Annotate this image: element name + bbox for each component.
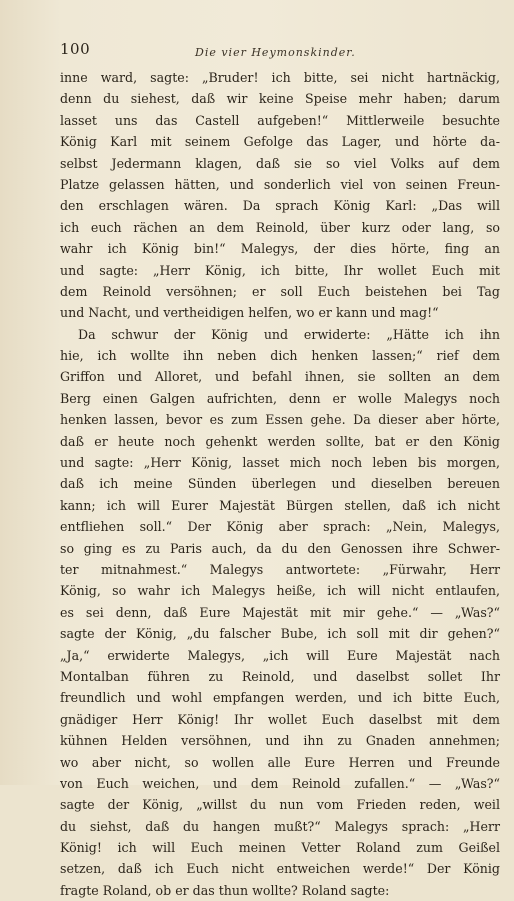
text-line: Berg einen Galgen aufrichten, denn er wolle Malegys noch	[60, 390, 500, 406]
text-line: du siehst, daß du hangen mußt?“ Malegys sprach: „Herr	[60, 818, 500, 834]
text-line: und Nacht, und vertheidigen helfen, wo er kann und mag!“	[60, 305, 439, 321]
text-line: lasset uns das Castell aufgeben!“ Mittlerweile besuchte	[60, 112, 500, 128]
text-line: von Euch weichen, und dem Reinold zufallen.“ — „Was?“	[60, 775, 500, 791]
text-line: und sagte: „Herr König, lasset mich noch leben bis morgen,	[60, 455, 500, 471]
body-text	[60, 67, 500, 901]
text-line: fragte Roland, ob er das thun wollte? Roland sagte:	[60, 882, 390, 898]
text-line: freundlich und wohl empfangen werden, und ich bitte Euch,	[60, 690, 500, 706]
text-line: Da schwur der König und erwiderte: „Hätte ich ihn	[78, 326, 500, 342]
text-line: sagte der König, „willst du nun vom Frieden reden, weil	[60, 797, 500, 813]
text-line: kann; ich will Eurer Majestät Bürgen stellen, daß ich nicht	[60, 497, 500, 513]
text-line: wahr ich König bin!“ Malegys, der dies hörte, fing an	[60, 241, 500, 257]
text-line: König, so wahr ich Malegys heiße, ich will nicht entlaufen,	[60, 583, 500, 599]
page-number: 100	[60, 40, 91, 58]
text-line: kühnen Helden versöhnen, und ihn zu Gnaden annehmen;	[60, 733, 500, 749]
text-line: setzen, daß ich Euch nicht entweichen werde!“ Der König	[60, 861, 500, 877]
page-header	[60, 40, 500, 62]
text-line: gnädiger Herr König! Ihr wollet Euch daselbst mit dem	[60, 711, 500, 727]
text-line: und sagte: „Herr König, ich bitte, Ihr wollet Euch mit	[60, 262, 500, 278]
text-line: Montalban führen zu Reinold, und daselbst sollet Ihr	[60, 668, 500, 684]
text-line: ter mitnahmest.“ Malegys antwortete: „Fürwahr, Herr	[60, 561, 500, 577]
text-line: den erschlagen wären. Da sprach König Karl: „Das will	[60, 198, 500, 214]
text-line: sagte der König, „du falscher Bube, ich soll mit dir gehen?“	[60, 626, 500, 642]
text-line: selbst Jedermann klagen, daß sie so viel Volks auf dem	[60, 155, 500, 171]
text-line: hie, ich wollte ihn neben dich henken lassen;“ rief dem	[60, 348, 500, 364]
text-line: daß er heute noch gehenkt werden sollte, bat er den König	[60, 433, 500, 449]
text-line: denn du siehest, daß wir keine Speise mehr haben; darum	[60, 91, 500, 107]
text-line: inne ward, sagte: „Bruder! ich bitte, sei nicht hartnäckig,	[60, 70, 500, 85]
text-line: daß ich meine Sünden überlegen und dieselben bereuen	[60, 476, 500, 492]
text-line: wo aber nicht, so wollen alle Eure Herren und Freunde	[60, 754, 500, 770]
text-line: König! ich will Euch meinen Vetter Roland zum Geißel	[60, 840, 500, 856]
text-line: ich euch rächen an dem Reinold, über kurz oder lang, so	[60, 219, 500, 235]
text-line: Griffon und Alloret, und befahl ihnen, sie sollten an dem	[60, 369, 500, 385]
text-line: so ging es zu Paris auch, da du den Genossen ihre Schwer-	[60, 540, 500, 556]
text-line: dem Reinold versöhnen; er soll Euch beistehen bei Tag	[60, 283, 500, 299]
text-line: Platze gelassen hätten, und sonderlich viel von seinen Freun-	[60, 176, 500, 192]
running-title: Die vier Heymonskinder.	[195, 46, 356, 59]
text-line: König Karl mit seinem Gefolge das Lager, und hörte da-	[60, 134, 500, 150]
text-line: entfliehen soll.“ Der König aber sprach: „Nein, Malegys,	[60, 519, 500, 535]
text-line: henken lassen, bevor es zum Essen gehe. Da dieser aber hörte,	[60, 412, 500, 428]
text-line: es sei denn, daß Eure Majestät mit mir gehe.“ — „Was?“	[60, 604, 500, 620]
text-line: „Ja,“ erwiderte Malegys, „ich will Eure Majestät nach	[60, 647, 500, 663]
